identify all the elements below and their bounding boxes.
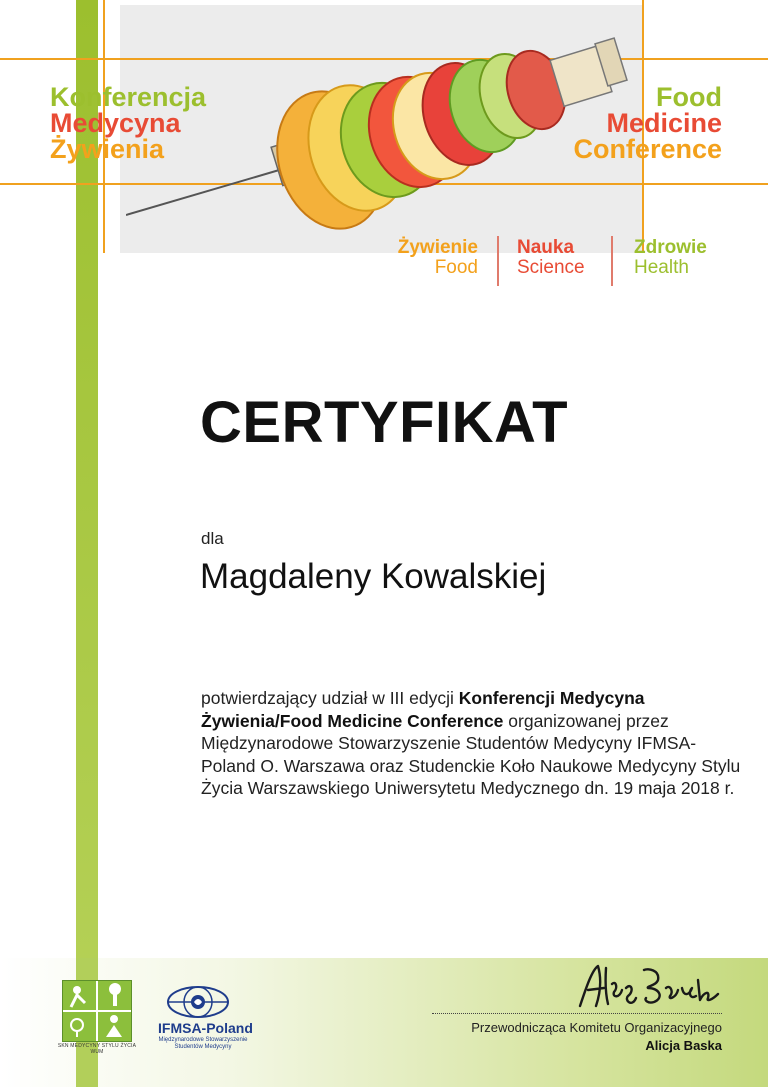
body-text-bold: Konferencji Medycyna Żywienia/Food Medicine Conference [201, 688, 645, 731]
tag-health-pl: Zdrowie [634, 237, 707, 258]
ifmsa-globe-icon [166, 985, 230, 1019]
certificate-title: CERTYFIKAT [200, 390, 569, 455]
title-pl-line1: Konferencja [50, 82, 207, 112]
skn-lifestyle-medicine-logo [62, 980, 132, 1042]
tag-food-pl: Żywienie [397, 237, 478, 258]
signer-name: Alicja Baska [645, 1038, 722, 1053]
title-pl-line3: Żywienia [50, 134, 165, 164]
for-label: dla [201, 529, 224, 548]
tag-science-en: Science [517, 257, 585, 278]
tag-food [381, 238, 478, 278]
tag-science [517, 238, 585, 278]
skn-logo-caption: SKN MEDYCYNY STYLU ŻYCIA WUM [57, 1043, 137, 1055]
tag-science-pl: Nauka [517, 237, 575, 258]
signature-line [432, 1013, 722, 1015]
ifmsa-logo-subtitle: Międzynarodowe Stowarzyszenie Studentów Medycyny [158, 1037, 248, 1050]
tag-health-en: Health [634, 257, 689, 278]
lifestyle-figures-icon [63, 981, 131, 1041]
title-pl-line2: Medycyna [50, 108, 181, 138]
tag-food-en: Food [434, 257, 478, 278]
recipient-name: Magdaleny Kowalskiej [200, 557, 547, 596]
conference-title-pl [50, 84, 206, 162]
certificate-body [201, 687, 741, 800]
tag-separator [497, 236, 499, 286]
title-en-line3: Conference [573, 134, 722, 164]
ifmsa-logo-name: IFMSA-Poland [158, 1020, 253, 1036]
body-text-part2: organizowanej przez Międzynarodowe Stowarzyszenie Studentów Medycyny IFMSA-Poland O. Warszawa oraz Studenckie Koło Naukowe Medycyny Stylu Życia Warszawskiego Uniwersytetu Medycznego dn. 19 maja 2018 r. [201, 710, 741, 798]
conference-title-en [573, 84, 722, 162]
signer-role: Przewodnicząca Komitetu Organizacyjnego [471, 1020, 722, 1035]
title-en-line2: Medicine [606, 108, 722, 138]
tag-separator [611, 236, 613, 286]
handwritten-signature [572, 958, 722, 1013]
tag-health [634, 238, 707, 278]
title-en-line1: Food [656, 82, 722, 112]
body-text-part1: potwierdzający udział w III edycji [201, 688, 459, 708]
